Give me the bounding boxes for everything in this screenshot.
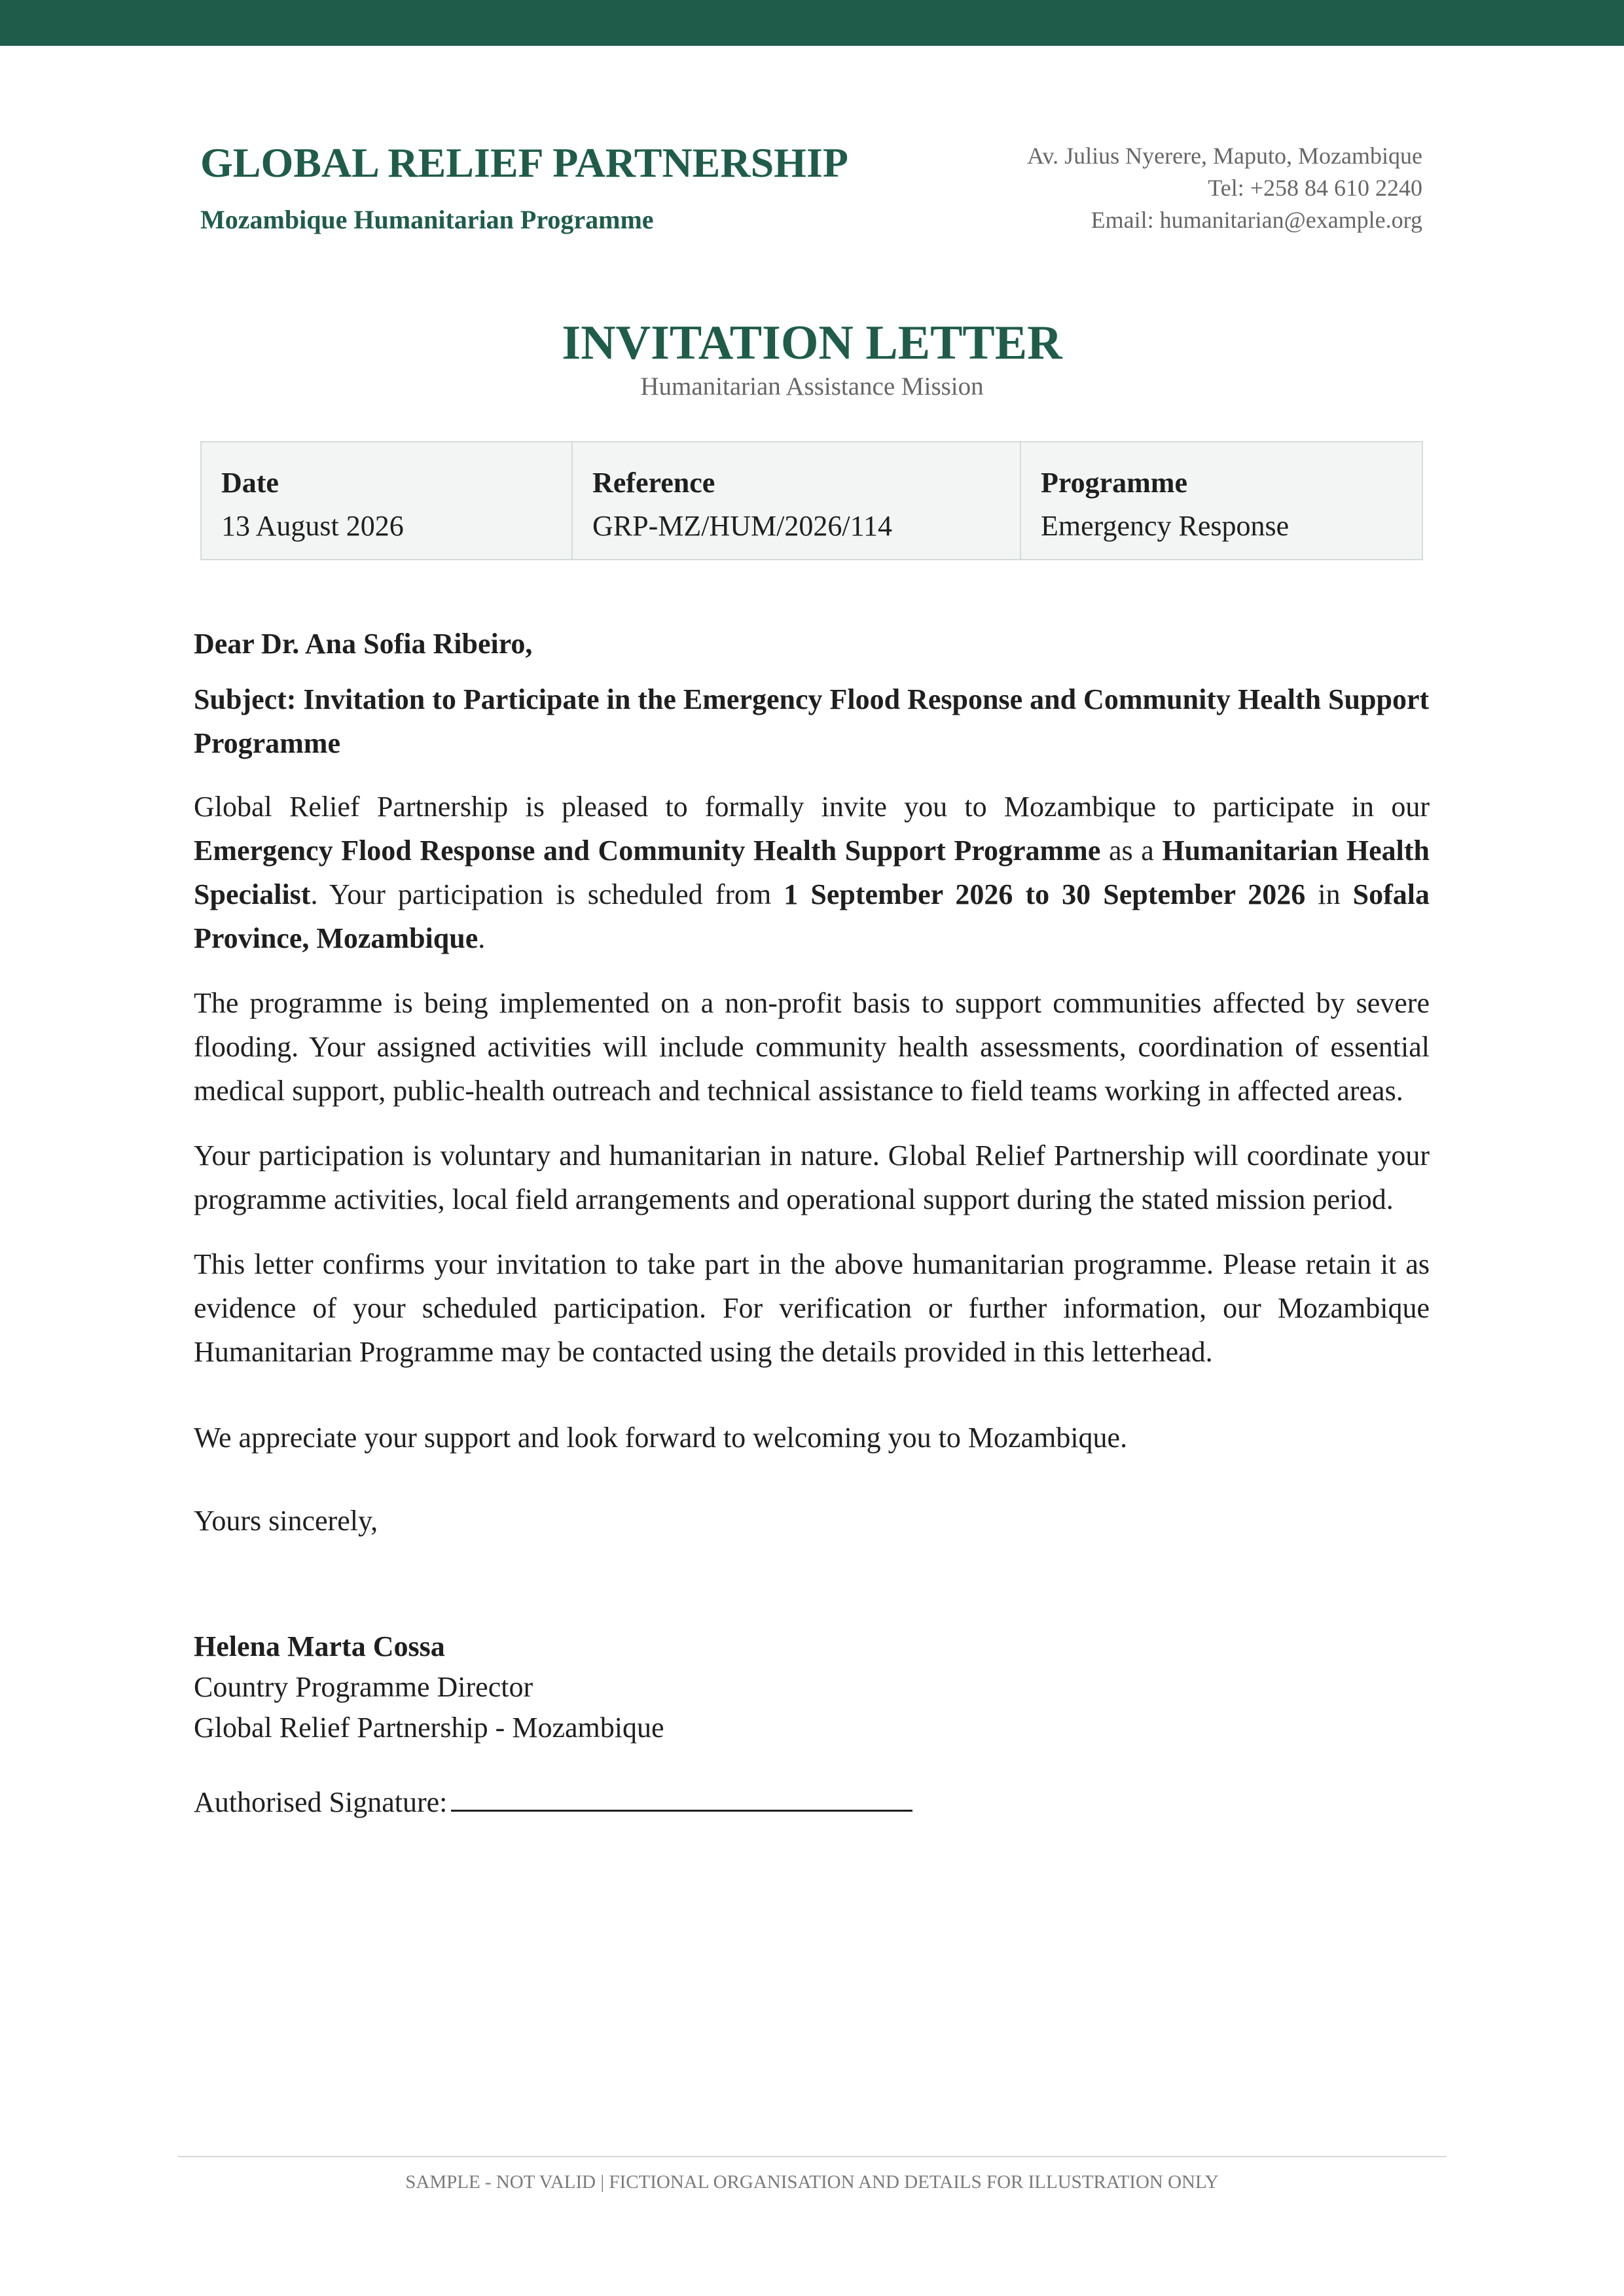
paragraph-programme: The programme is being implemented on a non-profit basis to support communities affected by severe flooding. Your assigned activities will include community health assessments, coordination of essential medical support, public-health outreach and technical assistance to field teams working in affected areas. [194,987,1430,1107]
meta-cell-programme [1021,442,1422,559]
organisation-name: GLOBAL RELIEF PARTNERSHIP [200,139,848,186]
top-accent-bar [0,0,1624,46]
sign-off: Yours sincerely, [194,1505,378,1537]
signatory-role: Country Programme Director [194,1671,533,1703]
programme-name: Mozambique Humanitarian Programme [200,205,654,234]
paragraph-confirmation: This letter confirms your invitation to take part in the above humanitarian programme. Please retain it as evidence of your scheduled participation. For verification or further information, our Mozambique Humanitarian Programme may be contacted using the details provided in this letterhead. [194,1248,1430,1368]
signature-blank-line [451,1778,912,1812]
text-run: Global Relief Partnership is pleased to formally invite you to Mozambique to participate in our [194,791,1430,823]
subject-line: Subject: Invitation to Participate in the Emergency Flood Response and Community Health Support Programme [194,683,1430,759]
footer-divider [178,2156,1447,2157]
text-run: . Your participation is scheduled from [310,878,784,910]
meta-label: Date [221,467,279,499]
salutation: Dear Dr. Ana Sofia Ribeiro, [194,628,533,660]
paragraph-participation: Your participation is voluntary and humanitarian in nature. Global Relief Partnership will coordinate your programme activities, local field arrangements and operational support during the stated mission period. [194,1139,1430,1215]
paragraph-invitation [194,785,1430,960]
meta-cell-reference [573,442,1021,559]
meta-label: Reference [592,467,715,499]
programme-title: Emergency Flood Response and Community Health Support Programme [194,834,1101,867]
letter-meta-table [200,441,1423,560]
document-subtitle: Humanitarian Assistance Mission [640,372,984,401]
mission-location: Sofala Province, Mozambique [194,878,1430,954]
letter-body [194,622,1430,1824]
contact-block [1027,140,1422,236]
contact-address: Av. Julius Nyerere, Maputo, Mozambique [1027,143,1422,169]
authorised-signature [194,1778,1430,1824]
text-run: . [478,922,486,954]
signatory-name: Helena Marta Cossa [194,1630,445,1662]
contact-tel: Tel: +258 84 610 2240 [1208,175,1422,201]
meta-value: 13 August 2026 [221,510,404,542]
meta-label: Programme [1041,467,1187,499]
closing-line: We appreciate your support and look forward to welcoming you to Mozambique. [194,1422,1128,1454]
footer-disclaimer: SAMPLE - NOT VALID | FICTIONAL ORGANISATION AND DETAILS FOR ILLUSTRATION ONLY [405,2172,1219,2193]
signature-label: Authorised Signature: [194,1786,448,1818]
mission-dates: 1 September 2026 to 30 September 2026 [784,878,1306,910]
text-run: as a [1100,834,1163,867]
document-title: INVITATION LETTER [562,316,1062,370]
role-title: Humanitarian Health Specialist [194,834,1430,910]
meta-cell-date [202,442,573,559]
signatory-organisation: Global Relief Partnership - Mozambique [194,1712,664,1744]
meta-value: GRP-MZ/HUM/2026/114 [592,510,892,542]
meta-value: Emergency Response [1041,510,1290,542]
contact-email: Email: humanitarian@example.org [1091,207,1422,233]
text-run: in [1305,878,1353,910]
